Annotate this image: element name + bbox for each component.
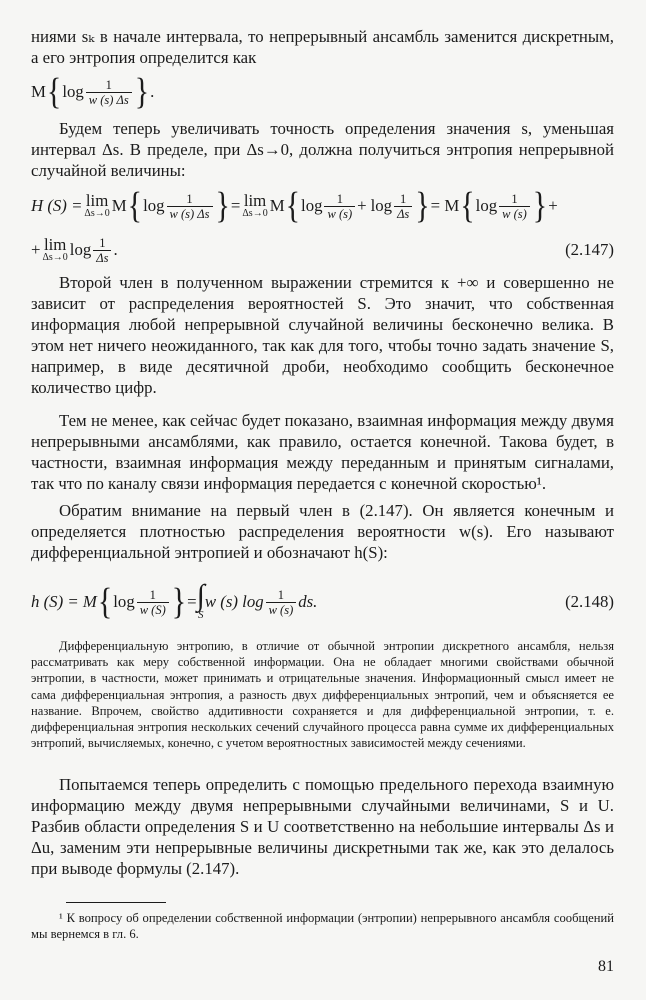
paragraph-4: Тем не менее, как сейчас будет показано, взаимная информация между двумя непрерывными ансамблями, как правило, остается конечной. Такова будет, в частности, взаимная информация между переданным и принятым сигналами, так что по каналу связи информация передается с конечной скоростью¹. <box>31 411 614 493</box>
equation-number-2-148: (2.148) <box>565 592 614 611</box>
equation-number-2-147: (2.147) <box>565 240 614 259</box>
paragraph-3: Второй член в полученном выражении стремится к +∞ и совершенно не зависит от распределения вероятностей S. Это значит, что собственная информация любой непрерывной случайной величины бесконечно велика. В этом нет ничего неожиданного, так как для того, чтобы точно задать значение S, например, в виде десятичной дроби, необходимо сообщить бесконечное количество цифр. <box>31 273 614 397</box>
footnote: ¹ К вопросу об определении собственной информации (энтропии) непрерывного ансамбля сообщений мы вернемся в гл. 6. <box>31 911 614 942</box>
equation-2-147-line2: + lim Δs→0 log $\frac{1}{\Delta s}$ . (2.147) <box>31 228 614 272</box>
paragraph-6: Попытаемся теперь определить с помощью предельного перехода взаимную информацию между двумя непрерывными случайными величинами, S и U. Разбив области определения S и U соответственно на небольшие интервалы Δs и Δu, заменим эти непрерывные величины дискретными так же, как это делалось при выводе формулы (2.147). <box>31 775 614 878</box>
equation-2-147-line1: H (S) = lim Δs→0 M { log $\frac{1}{w (s) \Delta s}$ } = lim Δs→0 M { log $\frac{1}{w (s)}$ + log $\frac{1}{\Delta s}$ } = M { log $\frac{1}{w (s)}$ } + <box>31 184 558 226</box>
equation-entropy-discrete: M { log $\frac{1}{w (s) \Delta s}$ } . <box>31 70 155 112</box>
integral-sign: ∫ S <box>196 579 205 621</box>
small-print-note: Дифференциальную энтропию, в отличие от обычной энтропии дискретного ансамбля, нельзя рассматривать как меру собственной информации. Она не обладает многими свойствами обычной энтропии, в частности, может принимать и отрицательные значения. Информационный смысл имеет не сама дифференциальная энтропия, а разность двух дифференциальных энтропий, чем и объясняется ее название. Впрочем, свойство аддитивности сохраняется и для дифференциальной энтропии, т. е. дифференциальная энтропия нескольких сечений случайного процесса равна сумме их дифференциальных энтропий, вычисляемых, конечно, с учетом вероятностных зависимостей между сечениями. <box>31 639 614 751</box>
paragraph-1: ниями sₖ в начале интервала, то непрерывный ансамбль заменится дискретным, а его энтропия определится как <box>31 27 614 67</box>
page-number: 81 <box>598 958 614 975</box>
equation-2-148: h (S) = M { log $\frac{1}{w (S)}$ } = ∫ S w (s) log $\frac{1}{w (s)}$ ds. (2.148) <box>31 579 614 622</box>
paragraph-5: Обратим внимание на первый член в (2.147). Он является конечным и определяется плотностью распределения вероятности w(s). Его называют дифференциальной энтропией и обозначают h(S): <box>31 501 614 562</box>
footnote-rule <box>66 902 166 903</box>
paragraph-2: Будем теперь увеличивать точность определения значения s, уменьшая интервал Δs. В пределе, при Δs→0, должна получиться энтропия непрерывной случайной величины: <box>31 119 614 180</box>
